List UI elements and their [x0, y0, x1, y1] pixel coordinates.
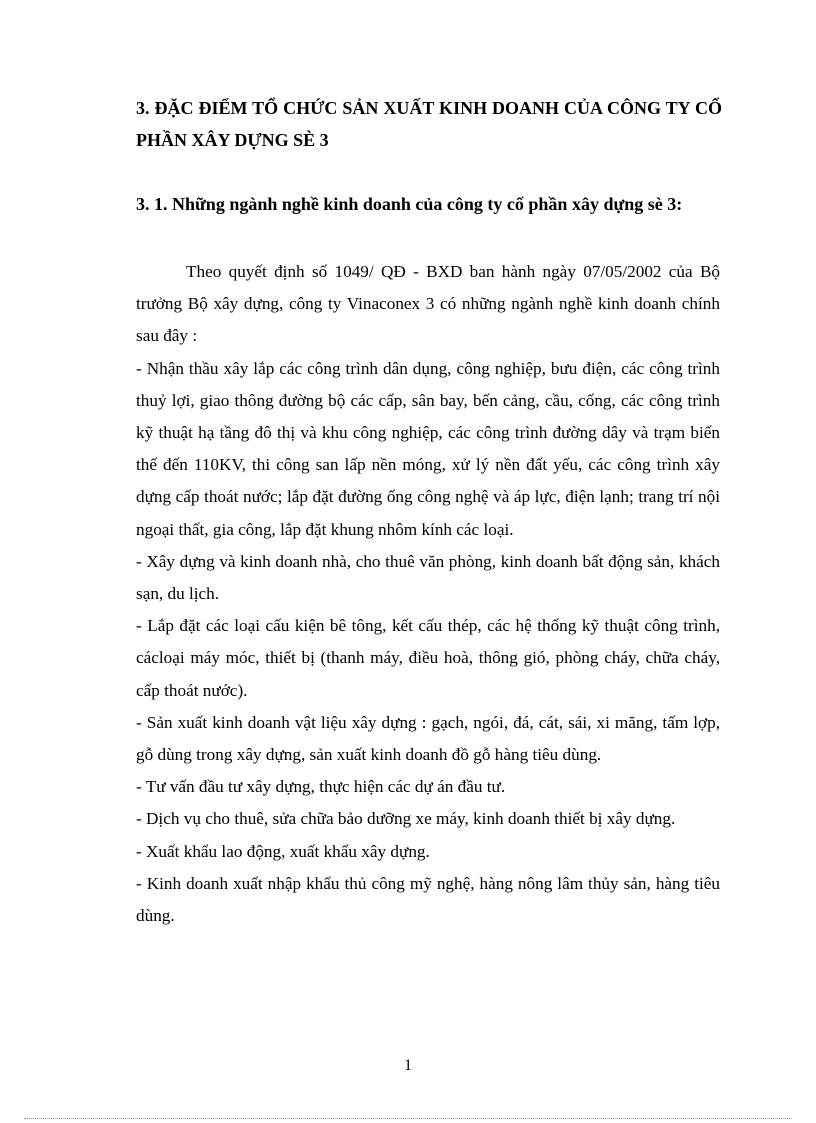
list-item: - Kinh doanh xuất nhập khẩu thủ công mỹ nghệ, hàng nông lâm thủy sản, hàng tiêu dùng. — [136, 873, 720, 926]
list-item: - Lắp đặt các loại cấu kiện bê tông, kết cấu thép, các hệ thống kỹ thuật công trình, cácloại máy móc, thiết bị (thanh máy, điều hoà, thông gió, phòng cháy, chữa cháy, cấp thoát nước). — [136, 616, 720, 700]
list-item: - Tư vấn đầu tư xây dựng, thực hiện các dự án đầu tư. — [136, 777, 506, 797]
intro-paragraph: Theo quyết định số 1049/ QĐ - BXD ban hành ngày 07/05/2002 của Bộ trưởng Bộ xây dựng, công ty Vinaconex 3 có những ngành nghề kinh doanh chính sau đây : — [136, 262, 720, 346]
list-item: - Dịch vụ cho thuê, sửa chữa bảo dưỡng xe máy, kinh doanh thiết bị xây dựng. — [136, 809, 676, 829]
page-bottom-divider — [24, 1118, 792, 1119]
body-text — [136, 256, 720, 932]
list-item: - Xây dựng và kinh doanh nhà, cho thuê văn phòng, kinh doanh bất động sản, khách sạn, du lịch. — [136, 551, 720, 604]
page-number: 1 — [404, 1057, 412, 1074]
section-heading: 3. ĐẶC ĐIỂM TỔ CHỨC SẢN XUẤT KINH DOANH CỦA CÔNG TY CỔ PHẦN XÂY DỰNG SÈ 3 — [136, 98, 722, 150]
list-item: - Sản xuất kinh doanh vật liệu xây dựng : gạch, ngói, đá, cát, sái, xi măng, tấm lợp, gỗ dùng trong xây dựng, sản xuất kinh doanh đồ gỗ hàng tiêu dùng. — [136, 712, 720, 765]
subsection-heading: 3. 1. Những ngành nghề kinh doanh của công ty cổ phần xây dựng sè 3: — [136, 194, 683, 214]
list-item: - Nhận thầu xây lắp các công trình dân dụng, công nghiệp, bưu điện, các công trình thuỷ lợi, giao thông đường bộ các cấp, sân bay, bến cảng, cầu, cống, các công trình kỹ thuật hạ tầng đô thị và khu công nghiệp, các công trình đường dây và trạm biến thế đến 110KV, thi công san lấp nền móng, xử lý nền đất yếu, các công trình xây dựng cấp thoát nước; lắp đặt đường ống công nghệ và áp lực, điện lạnh; trang trí nội ngoại thất, gia công, lắp đặt khung nhôm kính các loại. — [136, 358, 720, 539]
list-item: - Xuất khẩu lao động, xuất khẩu xây dựng. — [136, 841, 430, 861]
